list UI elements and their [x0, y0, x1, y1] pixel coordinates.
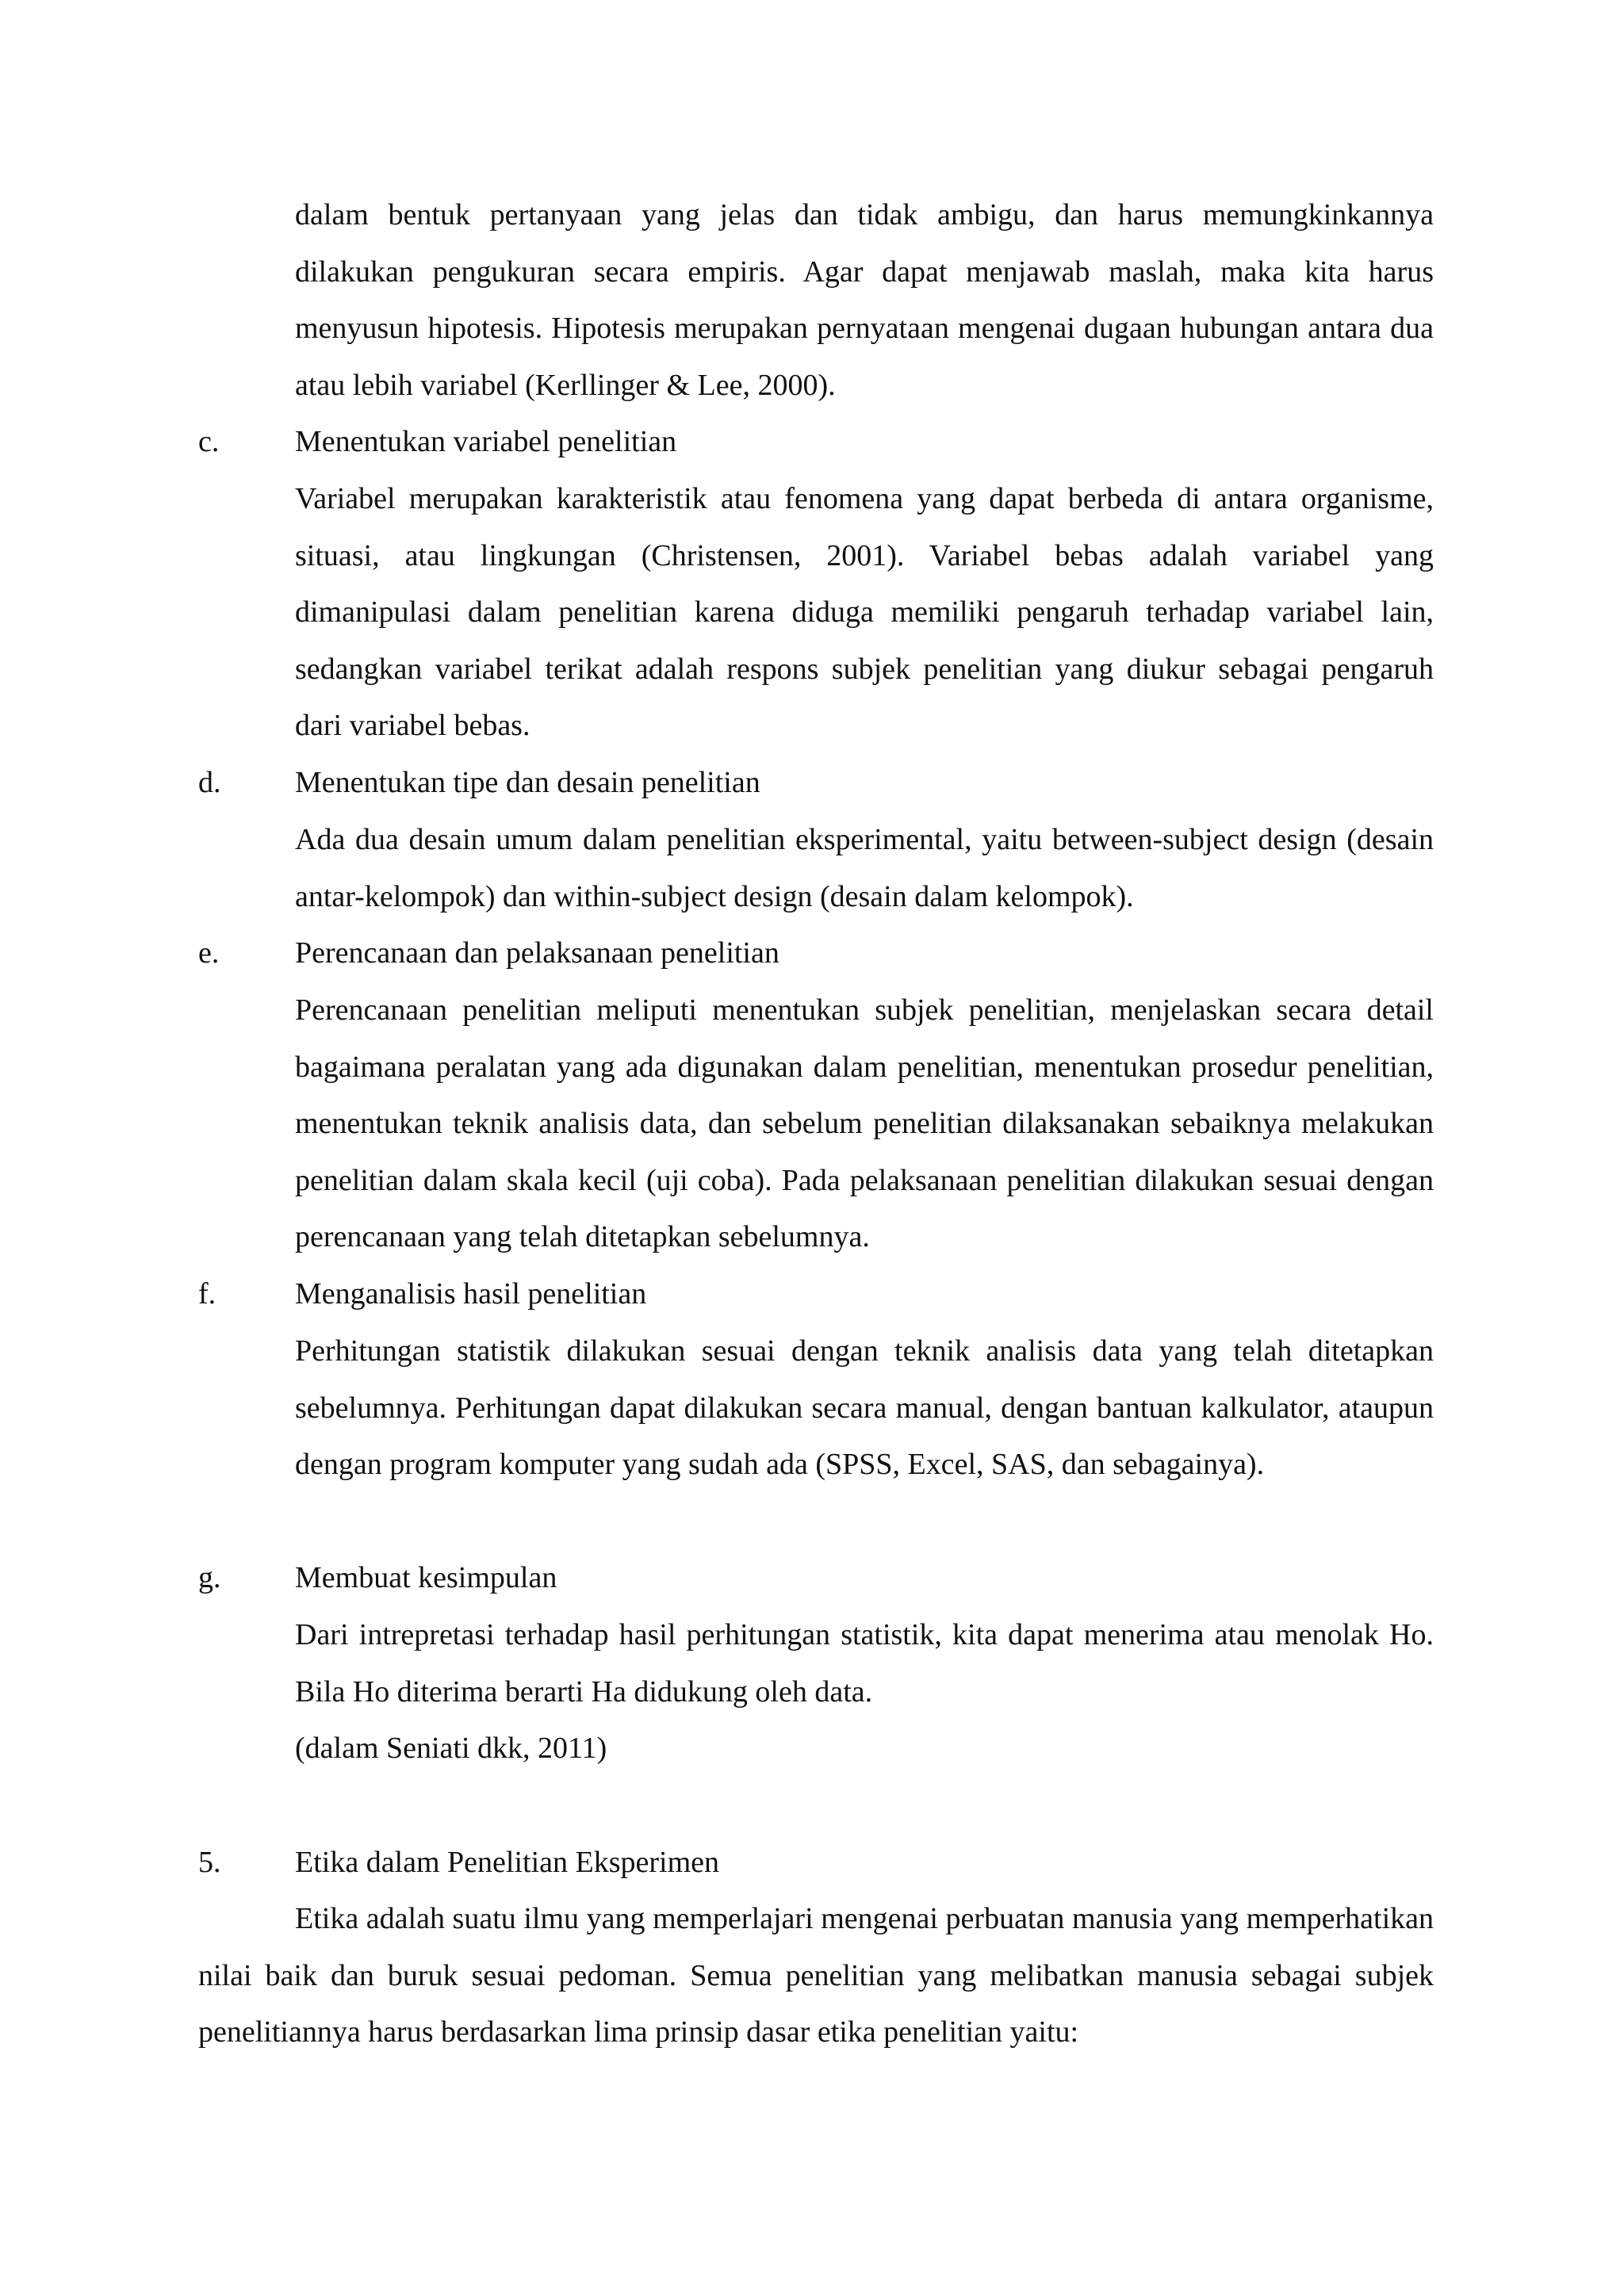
- step-marker-c: c.: [198, 425, 220, 458]
- citation: (dalam Seniati dkk, 2011): [295, 1732, 607, 1765]
- step-title-g: Membuat kesimpulan: [295, 1561, 557, 1594]
- step-title-f: Menganalisis hasil penelitian: [295, 1277, 647, 1311]
- step-title-d: Menentukan tipe dan desain penelitian: [295, 766, 760, 799]
- step-marker-d: d.: [198, 766, 221, 799]
- step-text-e: Perencanaan penelitian meliputi menentukan subjek penelitian, menjelaskan secara detail bagaimana peralatan yang ada digunakan dalam penelitian, menentukan prosedur penelitian, menentukan teknik analisis data, dan sebelum penelitian dilaksanakan sebaiknya melakukan penelitian dalam skala kecil (uji coba). Pada pelaksanaan penelitian dilakukan sesuai dengan perencanaan yang telah ditetapkan sebelumnya.: [295, 993, 1434, 1253]
- section-number: 5.: [198, 1846, 221, 1879]
- section-paragraph: Etika adalah suatu ilmu yang memperlajari mengenai perbuatan manusia yang memperhatikan nilai baik dan buruk sesuai pedoman. Semua penelitian yang melibatkan manusia sebagai subjek penelitiannya harus berdasarkan lima prinsip dasar etika penelitian yaitu:: [198, 1902, 1434, 2049]
- step-text-g: Dari intrepretasi terhadap hasil perhitungan statistik, kita dapat menerima atau menolak Ho. Bila Ho diterima berarti Ha didukung oleh data.: [295, 1618, 1434, 1709]
- step-title-e: Perencanaan dan pelaksanaan penelitian: [295, 936, 779, 970]
- step-text-d: Ada dua desain umum dalam penelitian eksperimental, yaitu between-subject design (desain antar-kelompok) dan within-subject design (desain dalam kelompok).: [295, 823, 1434, 913]
- step-marker-e: e.: [198, 936, 220, 970]
- section-title: Etika dalam Penelitian Eksperimen: [295, 1846, 720, 1879]
- step-title-c: Menentukan variabel penelitian: [295, 425, 677, 458]
- step-text-c: Variabel merupakan karakteristik atau fenomena yang dapat berbeda di antara organisme, situasi, atau lingkungan (Christensen, 2001). Variabel bebas adalah variabel yang dimanipulasi dalam penelitian karena diduga memiliki pengaruh terhadap variabel lain, sedangkan variabel terikat adalah respons subjek penelitian yang diukur sebagai pengaruh dari variabel bebas.: [295, 482, 1434, 742]
- intro-paragraph: dalam bentuk pertanyaan yang jelas dan tidak ambigu, dan harus memungkinkannya dilakukan pengukuran secara empiris. Agar dapat menjawab maslah, maka kita harus menyusun hipotesis. Hipotesis merupakan pernyataan mengenai dugaan hubungan antara dua atau lebih variabel (Kerllinger & Lee, 2000).: [295, 198, 1434, 402]
- step-marker-g: g.: [198, 1561, 221, 1594]
- step-marker-f: f.: [198, 1277, 216, 1311]
- step-text-f: Perhitungan statistik dilakukan sesuai dengan teknik analisis data yang telah ditetapkan sebelumnya. Perhitungan dapat dilakukan secara manual, dengan bantuan kalkulator, ataupun dengan program komputer yang sudah ada (SPSS, Excel, SAS, dan sebagainya).: [295, 1334, 1434, 1481]
